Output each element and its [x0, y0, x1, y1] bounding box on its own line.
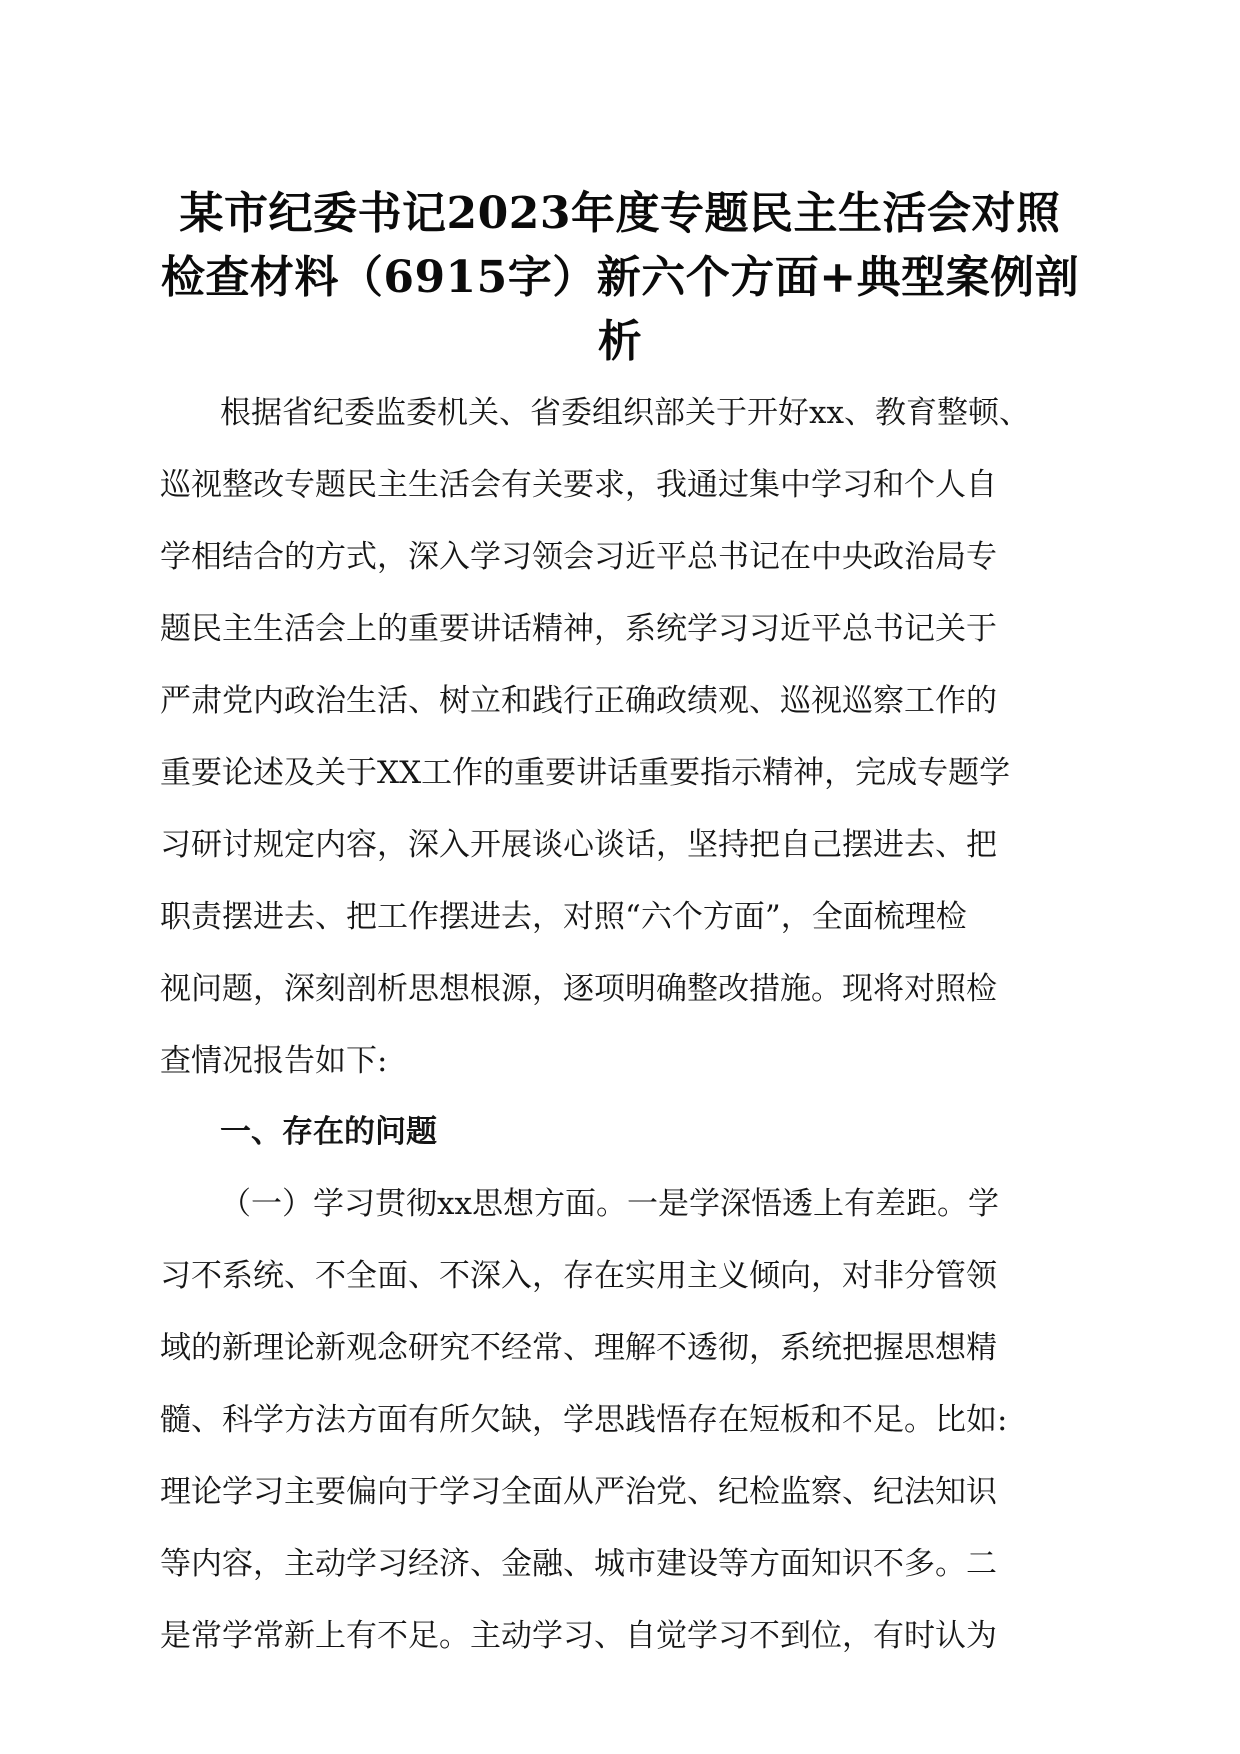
paragraph-line: 重要论述及关于XX工作的重要讲话重要指示精神，完成专题学 — [160, 755, 1011, 791]
paragraph-line: 巡视整改专题民主生活会有关要求，我通过集中学习和个人自 — [160, 467, 997, 503]
section-heading: 一、存在的问题 — [220, 1114, 437, 1150]
paragraph-line: 根据省纪委监委机关、省委组织部关于开好xx、教育整顿、 — [220, 395, 1030, 431]
paragraph-line: 视问题，深刻剖析思想根源，逐项明确整改措施。现将对照检 — [160, 971, 997, 1007]
paragraph-line: 理论学习主要偏向于学习全面从严治党、纪检监察、纪法知识 — [160, 1474, 997, 1510]
paragraph-line: 域的新理论新观念研究不经常、理解不透彻，系统把握思想精 — [160, 1330, 997, 1366]
paragraph-line: 等内容，主动学习经济、金融、城市建设等方面知识不多。二 — [160, 1546, 997, 1582]
paragraph-line: 严肃党内政治生活、树立和践行正确政绩观、巡视巡察工作的 — [160, 683, 997, 719]
paragraph-line: （一）学习贯彻xx思想方面。一是学深悟透上有差距。学 — [220, 1186, 999, 1222]
title-line-3: 析 — [597, 316, 643, 367]
paragraph-line: 题民主生活会上的重要讲话精神，系统学习习近平总书记关于 — [160, 611, 997, 647]
paragraph-line: 是常学常新上有不足。主动学习、自觉学习不到位，有时认为 — [160, 1618, 997, 1654]
paragraph-line: 查情况报告如下: — [160, 1043, 388, 1079]
paragraph-line: 髓、科学方法方面有所欠缺，学思践悟存在短板和不足。比如: — [160, 1402, 1008, 1438]
document-title — [150, 182, 1090, 374]
paragraph-line: 职责摆进去、把工作摆进去，对照“六个方面”，全面梳理检 — [160, 899, 967, 935]
title-line-2: 检查材料（6915字）新六个方面+典型案例剖 — [160, 252, 1080, 303]
paragraph-line: 学相结合的方式，深入学习领会习近平总书记在中央政治局专 — [160, 539, 997, 575]
paragraph-line: 习不系统、不全面、不深入，存在实用主义倾向，对非分管领 — [160, 1258, 997, 1294]
title-line-1: 某市纪委书记2023年度专题民主生活会对照 — [179, 188, 1061, 239]
paragraph-line: 习研讨规定内容，深入开展谈心谈话，坚持把自己摆进去、把 — [160, 827, 997, 863]
